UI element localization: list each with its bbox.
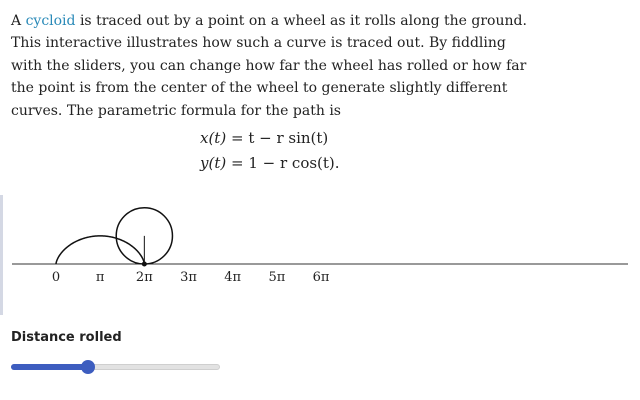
formula-y-lhs: y(t) <box>200 154 227 172</box>
slider-fill <box>11 364 88 370</box>
cycloid-link[interactable]: cycloid <box>25 13 76 29</box>
tick-label: 3π <box>180 270 197 285</box>
tick-label: 6π <box>312 270 330 285</box>
formula-y-rhs: = 1 − r cos(t). <box>231 154 340 172</box>
cycloid-curve <box>56 236 144 264</box>
distance-rolled-label: Distance rolled <box>11 330 122 345</box>
parametric-formula <box>200 126 340 176</box>
axis-ticks <box>52 270 330 285</box>
tick-label: 2π <box>135 270 153 285</box>
formula-x-rhs: = t − r sin(t) <box>230 129 329 147</box>
tick-label: 5π <box>268 270 286 285</box>
tracing-point <box>142 262 147 267</box>
formula-x-line <box>200 126 340 151</box>
slider-thumb[interactable] <box>81 360 95 374</box>
cycloid-graph <box>0 190 640 290</box>
tick-label: 4π <box>224 270 242 285</box>
intro-prefix: A <box>11 13 26 29</box>
tick-label: π <box>95 270 105 285</box>
tick-label: 0 <box>51 270 61 285</box>
formula-y-line <box>200 151 340 176</box>
formula-x-lhs: x(t) <box>200 129 227 147</box>
distance-rolled-slider[interactable] <box>11 360 220 374</box>
intro-paragraph <box>11 10 531 122</box>
intro-text: is traced out by a point on a wheel as it rolls along the ground. This interactive illustrates how such a curve is traced out. By fiddling with the sliders, you can change how far the wheel has rolled or how far the point is from the center of the wheel to generate slightly different curves. The parametric formula for the path is <box>11 13 527 119</box>
